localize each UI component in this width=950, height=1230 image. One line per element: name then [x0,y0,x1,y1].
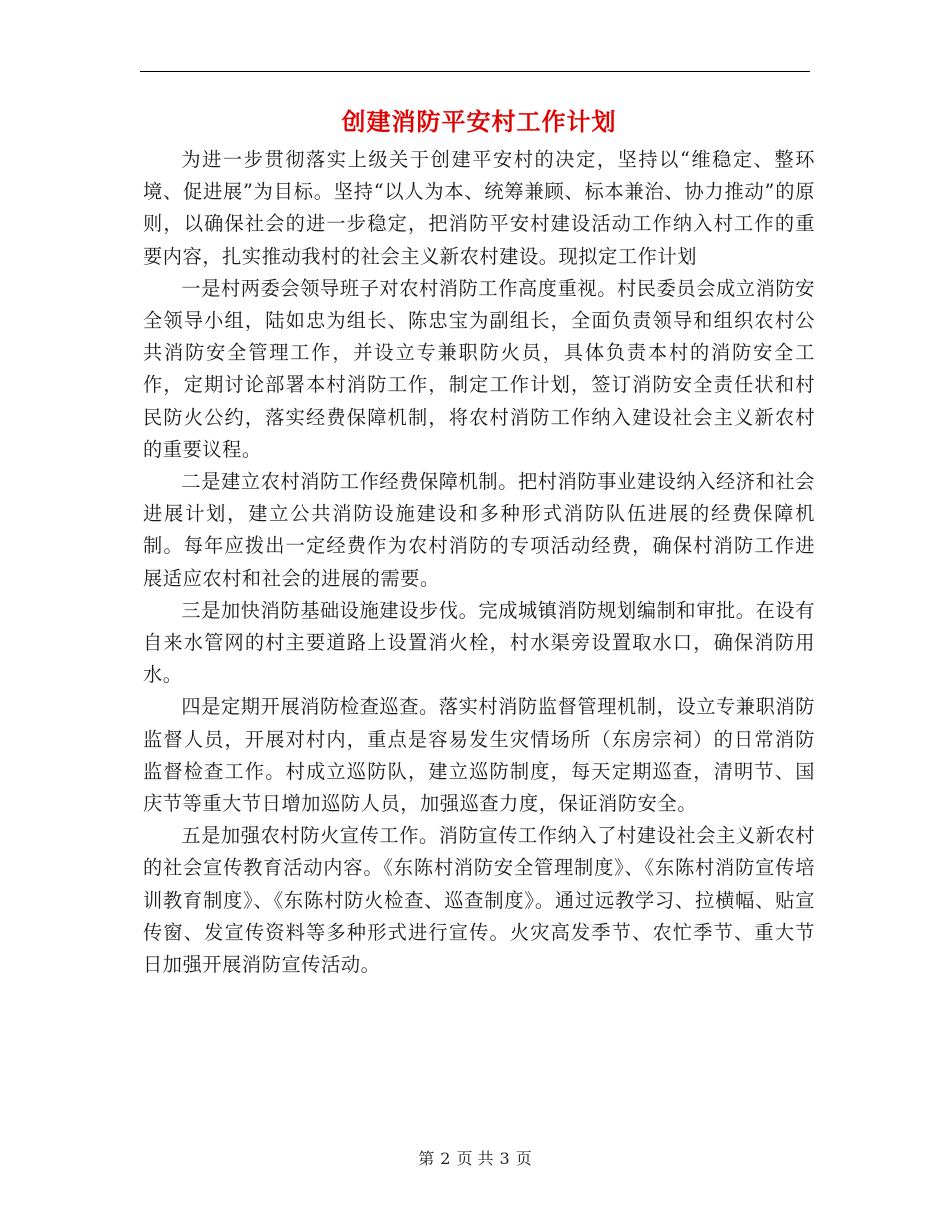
footer-mid: 页 共 [456,1149,494,1168]
footer-prefix: 第 [418,1149,435,1168]
paragraph-item-2: 二是建立农村消防工作经费保障机制。把村消防事业建设纳入经济和社会进展计划，建立公共消防设施建设和多种形式消防队伍进展的经费保障机制。每年应拨出一定经费作为农村消防的专项活动经费，确保村消防工作进展适应农村和社会的进展的需要。 [143,470,815,590]
header-rule [140,71,810,72]
paragraph-intro: 为进一步贯彻落实上级关于创建平安村的决定，坚持以“维稳定、整环境、促进展”为目标。坚持“以人为本、统筹兼顾、标本兼治、协力推动”的原则，以确保社会的进一步稳定，把消防平安村建设活动工作纳入村工作的重要内容，扎实推动我村的社会主义新农村建设。现拟定工作计划 [143,148,815,268]
footer-suffix: 页 [515,1149,532,1168]
total-page-count: 3 [499,1149,510,1168]
paragraph-item-1: 一是村两委会领导班子对农村消防工作高度重视。村民委员会成立消防安全领导小组，陆如忠为组长、陈忠宝为副组长，全面负责领导和组织农村公共消防安全管理工作，并设立专兼职防火员，具体负责本村的消防安全工作，定期讨论部署本村消防工作，制定工作计划，签订消防安全责任状和村民防火公约，落实经费保障机制，将农村消防工作纳入建设社会主义新农村的重要议程。 [143,276,815,461]
page-footer [0,1146,950,1169]
paragraph-item-5: 五是加强农村防火宣传工作。消防宣传工作纳入了村建设社会主义新农村的社会宣传教育活动内容。《东陈村消防安全管理制度》、《东陈村消防宣传培训教育制度》、《东陈村防火检查、巡查制度》。通过远教学习、拉横幅、贴宣传窗、发宣传资料等多种形式进行宣传。火灾高发季节、农忙季节、重大节日加强开展消防宣传活动。 [143,824,815,977]
paragraph-item-3: 三是加快消防基础设施建设步伐。完成城镇消防规划编制和审批。在设有自来水管网的村主要道路上设置消火栓，村水渠旁设置取水口，确保消防用水。 [143,598,815,687]
document-body [143,104,815,981]
document-title: 创建消防平安村工作计划 [341,107,617,136]
paragraph-item-4: 四是定期开展消防检查巡查。落实村消防监督管理机制，设立专兼职消防监督人员，开展对村内，重点是容易发生灾情场所（东房宗祠）的日常消防监督检查工作。村成立巡防队，建立巡防制度，每天定期巡查，清明节、国庆节等重大节日增加巡防人员，加强巡查力度，保证消防安全。 [143,695,815,816]
current-page-number: 2 [440,1149,451,1168]
